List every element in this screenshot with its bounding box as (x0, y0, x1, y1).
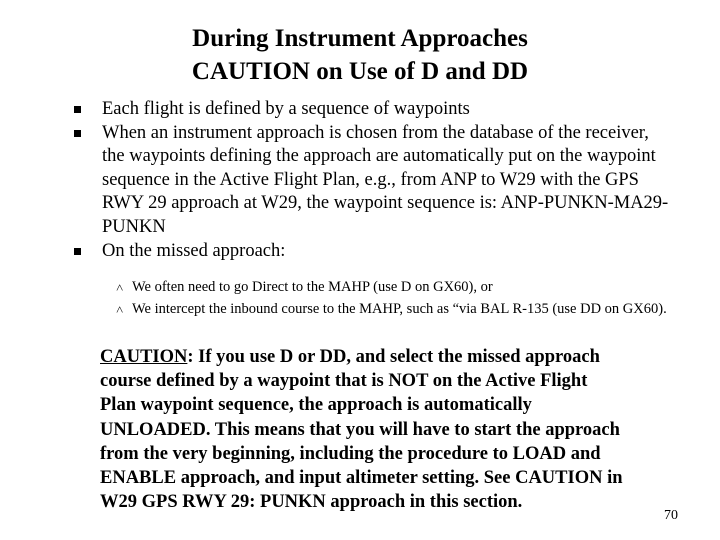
sub-bullet-list (116, 278, 676, 322)
bullet-text: On the missed approach: (102, 240, 286, 261)
caution-line: from the very beginning, including the procedure to LOAD and (100, 443, 601, 464)
caret-bullet-icon: ˄ (116, 302, 124, 317)
square-bullet-icon (74, 248, 81, 255)
caution-line: W29 GPS RWY 29: PUNKN approach in this section. (100, 492, 523, 513)
caution-line (100, 345, 685, 369)
title-line-2: CAUTION on Use of D and DD (191, 58, 529, 85)
bullet-item (74, 122, 674, 240)
caution-paragraph (100, 345, 685, 514)
sub-bullet-text: We intercept the inbound course to the MAHP, such as “via BAL R-135 (use DD on GX60). (132, 301, 667, 317)
caution-text: : If you use D or DD, and select the missed approach (187, 347, 600, 367)
caution-line: UNLOADED. This means that you will have to start the approach (100, 419, 620, 440)
bullet-item (74, 240, 674, 264)
bullet-text: When an instrument approach is chosen from the database of the receiver, the waypoints defining the approach are automatically put on the waypoint sequence in the Active Flight Plan, e.g., from ANP to W29 with the GPS RWY 29 approach at W29, the waypoint sequence is: ANP-PUNKN-MA29-PUNKN (102, 122, 669, 237)
caret-bullet-icon: ˄ (116, 280, 124, 295)
square-bullet-icon (74, 130, 81, 137)
title-line-1: During Instrument Approaches (192, 25, 528, 52)
bullet-list (74, 98, 674, 263)
page-number: 70 (664, 508, 678, 523)
sub-bullet-item (116, 300, 676, 319)
caution-label: CAUTION (100, 347, 188, 367)
bullet-item (74, 98, 674, 122)
square-bullet-icon (74, 106, 81, 113)
sub-bullet-item (116, 278, 676, 297)
caution-line: course defined by a waypoint that is NOT on the Active Flight (100, 371, 588, 392)
bullet-text: Each flight is defined by a sequence of waypoints (102, 99, 470, 119)
caution-line: ENABLE approach, and input altimeter setting. See CAUTION in (100, 468, 623, 489)
caution-line: Plan waypoint sequence, the approach is automatically (100, 395, 532, 416)
sub-bullet-text: We often need to go Direct to the MAHP (use D on GX60), or (132, 279, 493, 295)
slide-title (0, 22, 720, 88)
